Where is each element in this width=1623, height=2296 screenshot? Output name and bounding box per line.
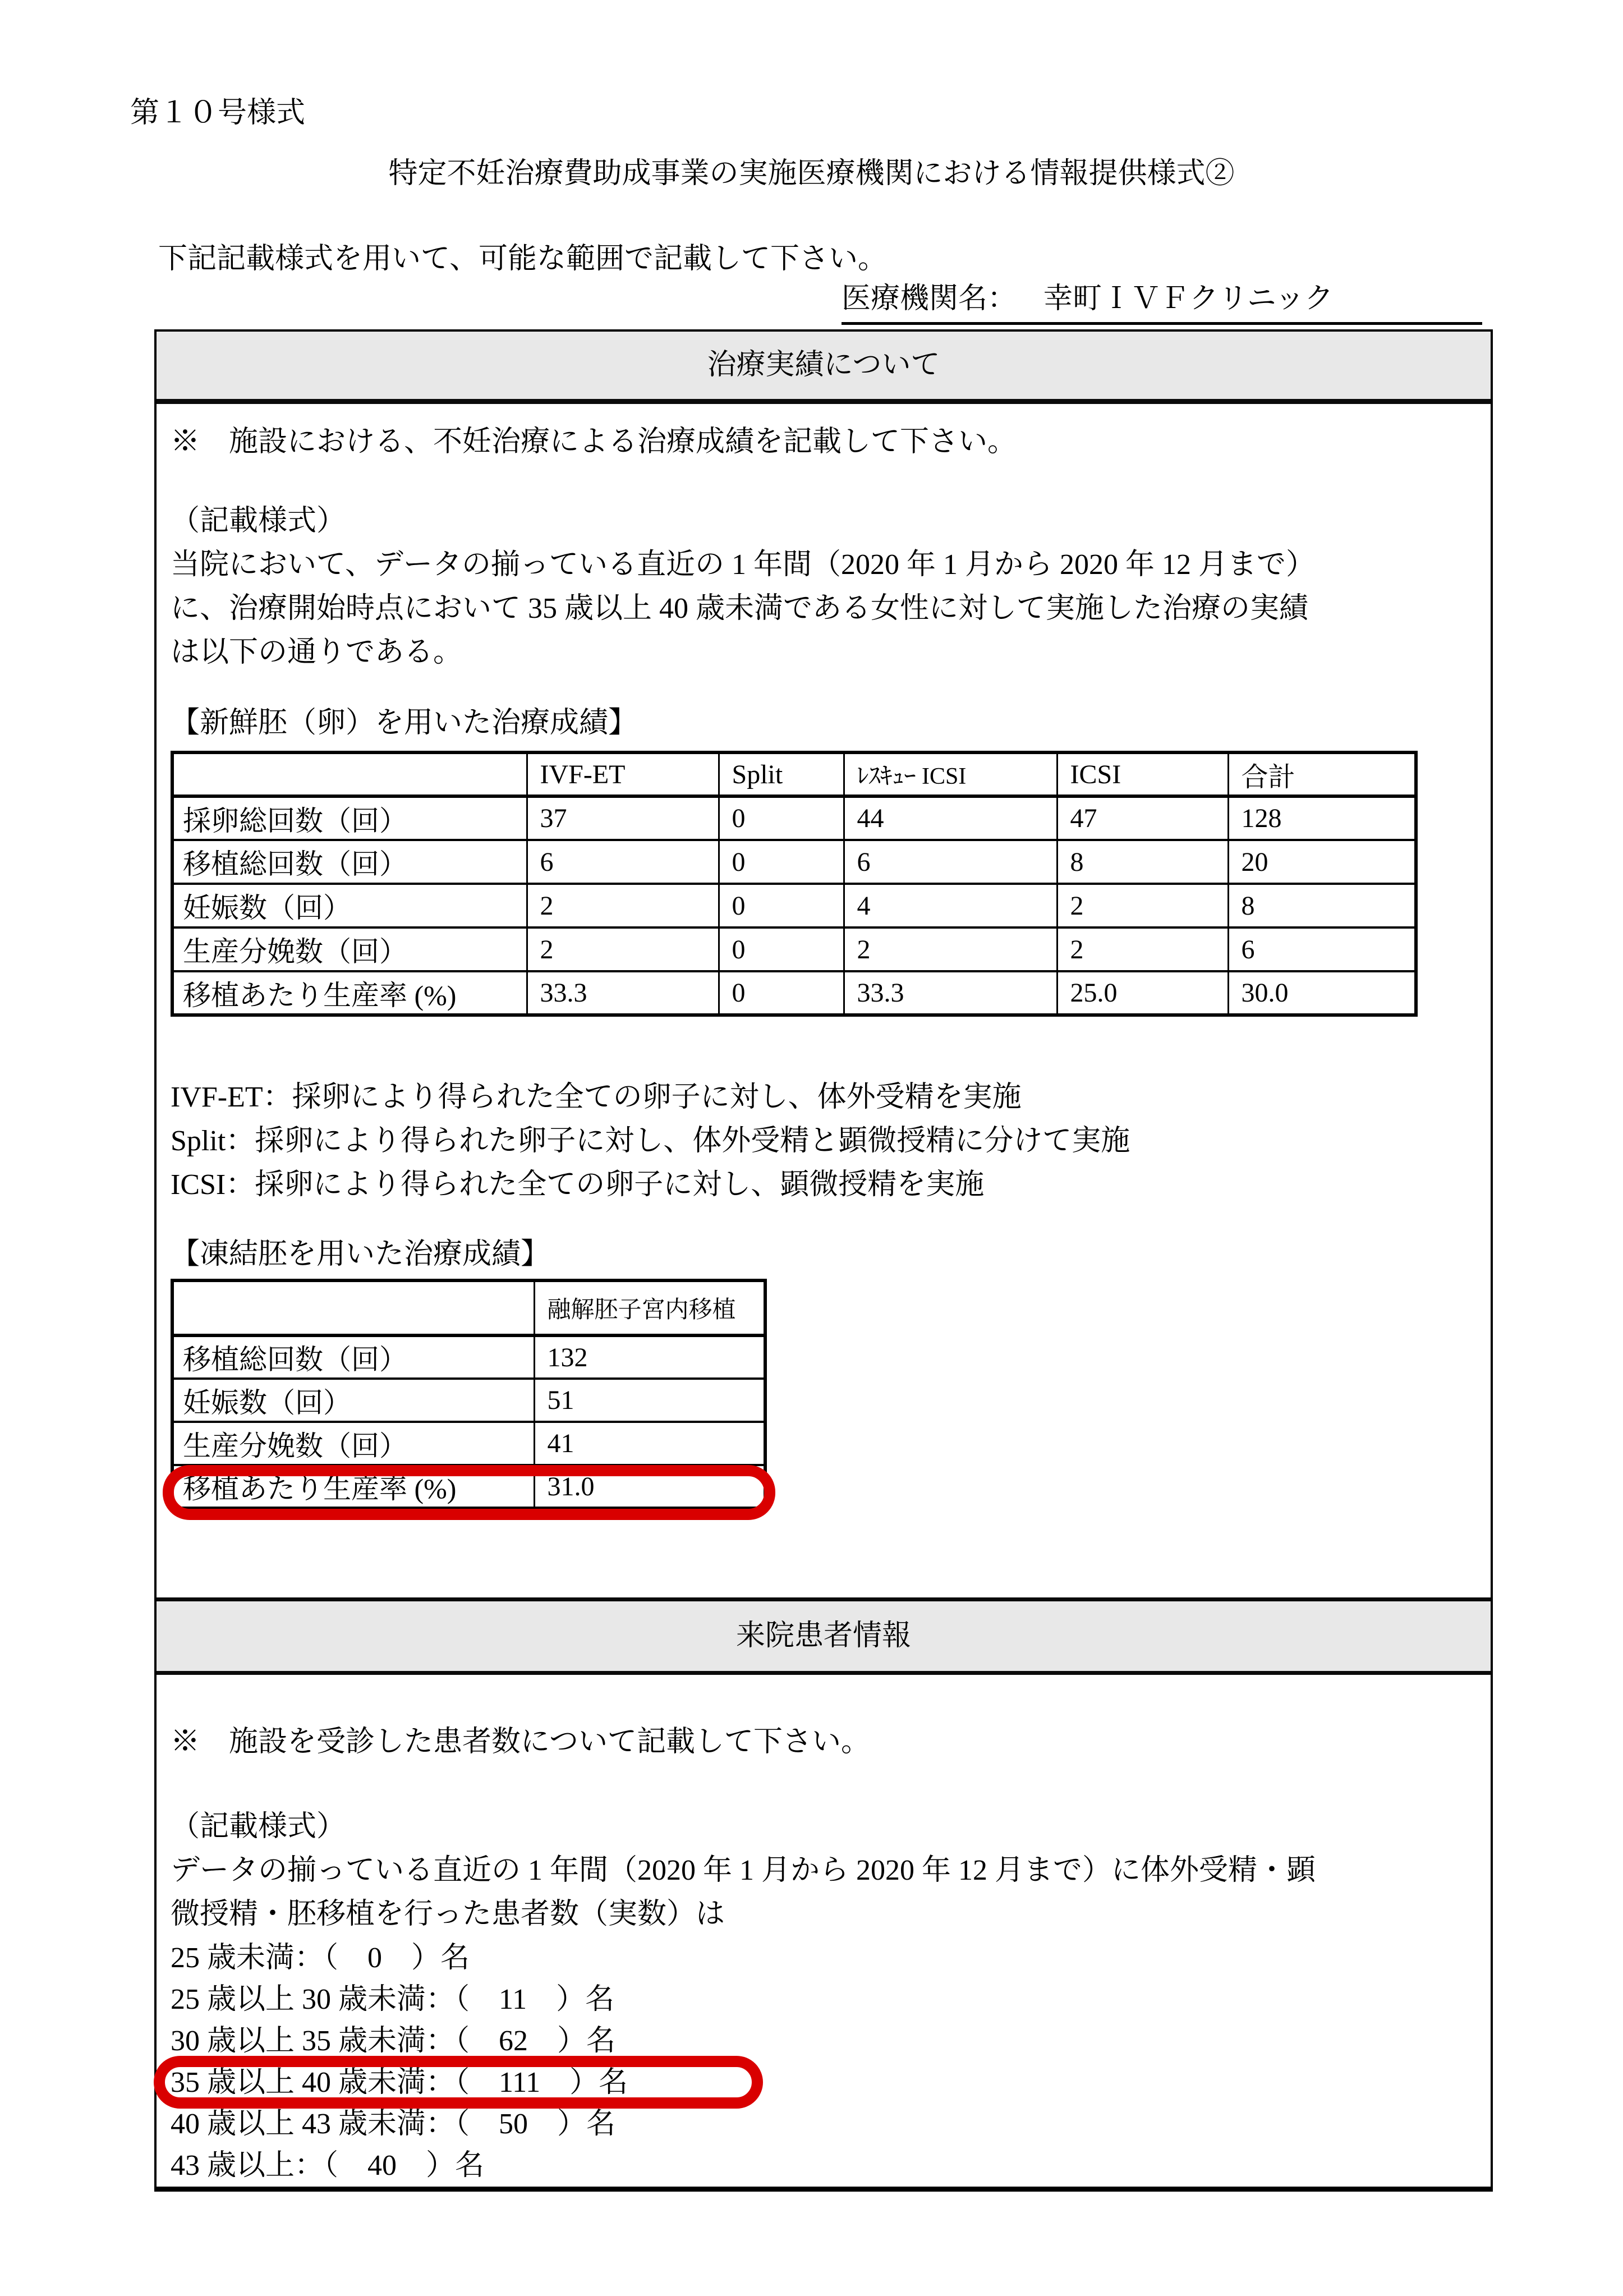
document-title: 特定不妊治療費助成事業の実施医療機関における情報提供様式② <box>388 158 1235 190</box>
age-count-line <box>171 1937 1477 1979</box>
age-range-label: 30 歳以上 35 歳未満 <box>171 2025 426 2057</box>
age-count-line <box>171 1979 1477 2021</box>
paragraph-line: は以下の通りである。 <box>171 636 463 668</box>
cell-value: 44 <box>844 796 1057 840</box>
frozen-embryo-table-heading: 【凍結胚を用いた治療成績】 <box>171 1238 550 1270</box>
paren-open: ：（ <box>295 2150 368 2182</box>
cell-value: 30.0 <box>1228 971 1416 1015</box>
paren-open: ：（ <box>426 1983 499 2015</box>
cell-value: 0 <box>719 884 844 927</box>
table-row <box>172 840 1416 884</box>
method-legend <box>171 1076 1477 1207</box>
column-header: ﾚｽｷｭｰ ICSI <box>844 752 1057 796</box>
age-range-label: 25 歳未満 <box>171 1942 295 1974</box>
form-outer-box <box>154 329 1493 2192</box>
paren-open: ：（ <box>426 2025 499 2057</box>
table-header-row <box>172 1280 765 1335</box>
cell-value: 2 <box>527 927 719 971</box>
cell-value: 2 <box>844 927 1057 971</box>
cell-value: 128 <box>1228 796 1416 840</box>
table-row <box>172 1379 765 1422</box>
patient-count-value: 11 <box>499 1983 527 2015</box>
age-count-line <box>171 2062 1477 2104</box>
paragraph-line: データの揃っている直近の 1 年間（2020 年 1 月から 2020 年 12 月まで）に体外受精・顕 <box>171 1854 1316 1886</box>
cell-value: 4 <box>844 884 1057 927</box>
cell-value: 6 <box>527 840 719 884</box>
treatment-results-section <box>157 420 1491 1517</box>
age-range-label: 40 歳以上 43 歳未満 <box>171 2108 426 2140</box>
age-count-line <box>171 2104 1477 2145</box>
row-label-header <box>172 1280 534 1335</box>
column-header: 融解胚子宮内移植 <box>534 1280 765 1335</box>
patient-count-value: 62 <box>499 2025 528 2057</box>
row-label: 妊娠数（回） <box>172 884 527 927</box>
table-row <box>172 1422 765 1465</box>
column-header: ICSI <box>1057 752 1228 796</box>
row-label: 移植総回数（回） <box>172 840 527 884</box>
cell-value: 2 <box>527 884 719 927</box>
cell-value: 0 <box>719 971 844 1015</box>
table-row <box>172 1335 765 1379</box>
paragraph-line: 微授精・胚移植を行った患者数（実数）は <box>171 1898 725 1930</box>
age-count-line <box>171 2021 1477 2062</box>
row-label: 生産分娩数（回） <box>172 927 527 971</box>
row-label: 採卵総回数（回） <box>172 796 527 840</box>
table-row <box>172 884 1416 927</box>
patient-info-section <box>157 1720 1491 2187</box>
table-header-row <box>172 752 1416 796</box>
form-number: 第１０号様式 <box>130 97 306 129</box>
cell-value: 41 <box>534 1422 765 1465</box>
frozen-embryo-table-wrap <box>171 1274 767 1510</box>
cell-value: 2 <box>1057 884 1228 927</box>
paren-open: ：（ <box>426 2067 499 2098</box>
patient-count-value: 40 <box>367 2150 397 2182</box>
paren-close: ）名 <box>540 2067 628 2098</box>
table-row <box>172 927 1416 971</box>
paren-close: ）名 <box>528 2108 616 2140</box>
fresh-embryo-table-heading: 【新鮮胚（卵）を用いた治療成績】 <box>171 707 638 739</box>
clinic-name-label: 医療機関名： <box>842 283 1017 315</box>
table-row <box>172 1465 765 1508</box>
cell-value: 33.3 <box>527 971 719 1015</box>
row-label: 生産分娩数（回） <box>172 1422 534 1465</box>
cell-value: 8 <box>1057 840 1228 884</box>
cell-value: 20 <box>1228 840 1416 884</box>
cell-value: 0 <box>719 840 844 884</box>
cell-value: 6 <box>844 840 1057 884</box>
patient-note: ※ 施設を受診した患者数について記載して下さい。 <box>171 1726 870 1758</box>
paren-close: ）名 <box>397 2150 485 2182</box>
patient-count-value: 50 <box>499 2108 528 2140</box>
frozen-embryo-results-table <box>171 1279 767 1510</box>
cell-value: 47 <box>1057 796 1228 840</box>
section-bar-patient-info: 来院患者情報 <box>157 1597 1491 1675</box>
table-row <box>172 796 1416 840</box>
row-label: 移植あたり生産率 (%) <box>172 1465 534 1508</box>
age-range-label: 35 歳以上 40 歳未満 <box>171 2067 426 2098</box>
cell-value: 37 <box>527 796 719 840</box>
cell-value: 2 <box>1057 927 1228 971</box>
age-count-line <box>171 2145 1477 2187</box>
column-header: 合計 <box>1228 752 1416 796</box>
paren-open: ：（ <box>295 1942 368 1974</box>
row-label-header <box>172 752 527 796</box>
clinic-name-value: 幸町ＩＶＦクリニック <box>1043 283 1334 315</box>
treatment-note: ※ 施設における、不妊治療による治療成績を記載して下さい。 <box>171 426 1017 458</box>
row-label: 妊娠数（回） <box>172 1379 534 1422</box>
row-label: 移植総回数（回） <box>172 1335 534 1379</box>
column-header: IVF-ET <box>527 752 719 796</box>
cell-value: 25.0 <box>1057 971 1228 1015</box>
cell-value: 132 <box>534 1335 765 1379</box>
paren-close: ）名 <box>527 1983 615 2015</box>
fresh-embryo-results-table <box>171 751 1418 1017</box>
legend-line-ivf-et: IVF-ET：採卵により得られた全ての卵子に対し、体外受精を実施 <box>171 1081 1022 1113</box>
clinic-name-line <box>842 282 1482 325</box>
cell-value: 33.3 <box>844 971 1057 1015</box>
age-range-label: 43 歳以上 <box>171 2150 295 2182</box>
cell-value: 51 <box>534 1379 765 1422</box>
fill-instruction: 下記記載様式を用いて、可能な範囲で記載して下さい。 <box>158 243 887 275</box>
cell-value: 0 <box>719 796 844 840</box>
column-header: Split <box>719 752 844 796</box>
paren-close: ）名 <box>528 2025 616 2057</box>
table-row <box>172 971 1416 1015</box>
paren-close: ）名 <box>382 1942 470 1974</box>
legend-line-split: Split：採卵により得られた卵子に対し、体外受精と顕微授精に分けて実施 <box>171 1125 1130 1157</box>
patient-count-value: 111 <box>499 2067 541 2098</box>
cell-value: 31.0 <box>534 1465 765 1508</box>
cell-value: 8 <box>1228 884 1416 927</box>
paragraph-line: に、治療開始時点において 35 歳以上 40 歳未満である女性に対して実施した治療の実績 <box>171 593 1309 624</box>
age-range-label: 25 歳以上 30 歳未満 <box>171 1983 426 2015</box>
cell-value: 0 <box>719 927 844 971</box>
format-label: （記載様式） <box>171 1811 346 1843</box>
cell-value: 6 <box>1228 927 1416 971</box>
patient-count-value: 0 <box>367 1942 383 1974</box>
fresh-embryo-table-wrap <box>171 743 1418 1017</box>
row-label: 移植あたり生産率 (%) <box>172 971 527 1015</box>
section-bar-treatment-results: 治療実績について <box>157 332 1491 404</box>
paren-open: ：（ <box>426 2108 499 2140</box>
legend-line-icsi: ICSI：採卵により得られた全ての卵子に対し、顕微授精を実施 <box>171 1169 985 1201</box>
paragraph-line: 当院において、データの揃っている直近の 1 年間（2020 年 1 月から 2020 年 12 月まで） <box>171 549 1315 581</box>
format-label: （記載様式） <box>171 505 346 537</box>
age-count-list <box>171 1937 1477 2187</box>
